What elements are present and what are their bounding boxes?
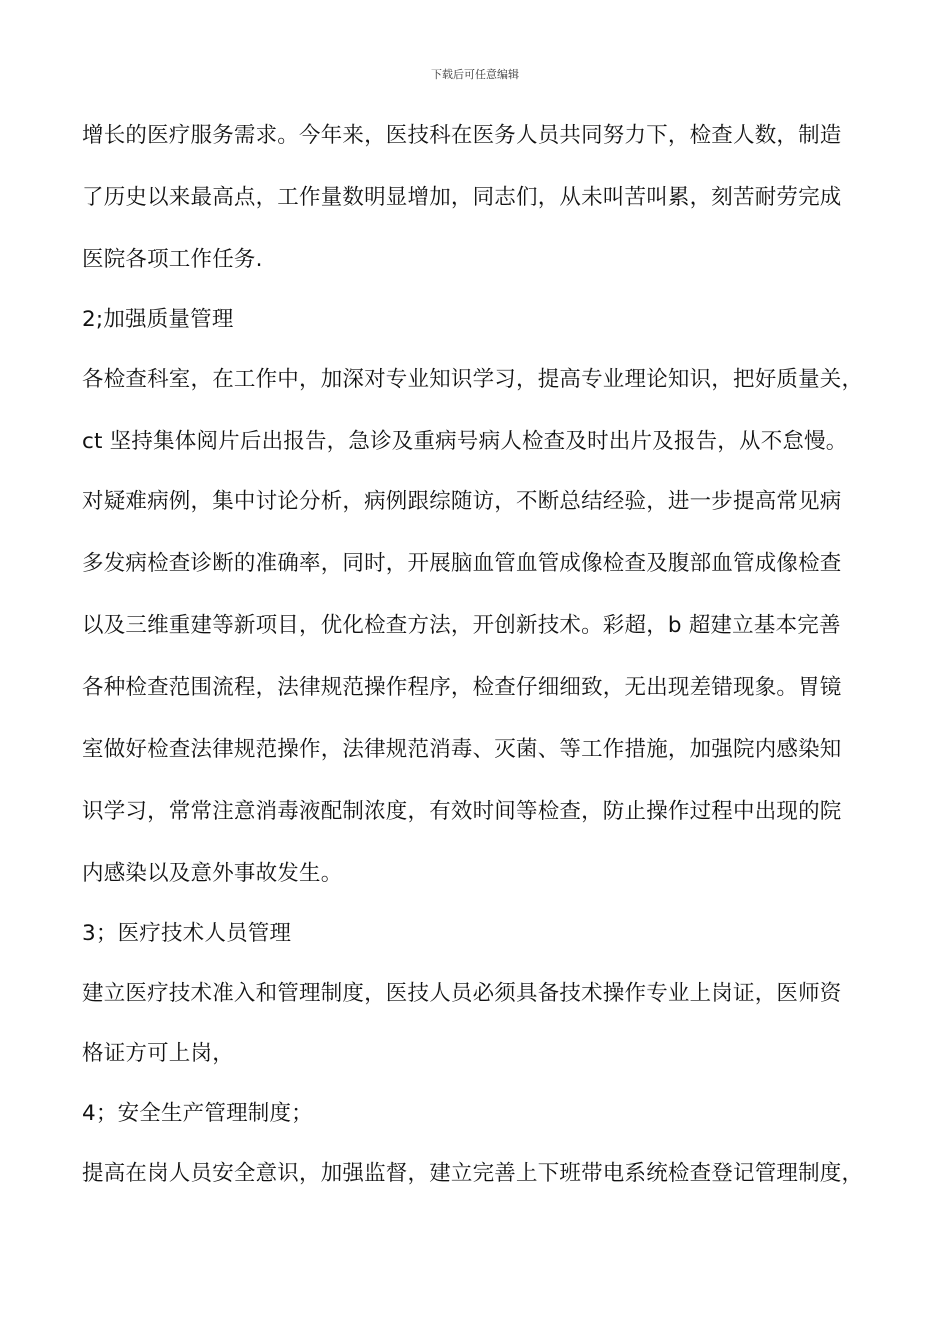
section-heading-2: 2;加强质量管理	[82, 307, 234, 332]
section-heading-3: 3；医疗技术人员管理	[82, 921, 292, 946]
body-line-1: 增长的医疗服务需求。今年来，医技科在医务人员共同努力下，检查人数，制造	[82, 123, 842, 148]
body-line-15: 建立医疗技术准入和管理制度，医技人员必须具备技术操作专业上岗证，医师资	[82, 981, 842, 1006]
body-line-5: 各检查科室，在工作中，加深对专业知识学习，提高专业理论知识，把好质量关，	[82, 367, 864, 392]
body-line-11: 室做好检查法律规范操作，法律规范消毒、灭菌、等工作措施，加强院内感染知	[82, 737, 842, 762]
body-line-2: 了历史以来最高点，工作量数明显增加，同志们，从未叫苦叫累，刻苦耐劳完成	[82, 185, 842, 210]
body-line-13: 内感染以及意外事故发生。	[82, 861, 343, 886]
header-note: 下载后可任意编辑	[431, 68, 519, 81]
body-line-10: 各种检查范围流程，法律规范操作程序，检查仔细细致，无出现差错现象。胃镜	[82, 675, 842, 700]
body-line-12: 识学习，常常注意消毒液配制浓度，有效时间等检查，防止操作过程中出现的院	[82, 799, 842, 824]
body-line-18: 提高在岗人员安全意识，加强监督，建立完善上下班带电系统检查登记管理制度，	[82, 1161, 864, 1186]
section-heading-4: 4；安全生产管理制度；	[82, 1101, 313, 1126]
body-line-9: 以及三维重建等新项目，优化检查方法，开创新技术。彩超，b 超建立基本完善	[82, 613, 841, 638]
body-line-7: 对疑难病例，集中讨论分析，病例跟综随访，不断总结经验，进一步提高常见病	[82, 489, 842, 514]
body-line-6: ct 坚持集体阅片后出报告，急诊及重病号病人检查及时出片及报告，从不怠慢。	[82, 429, 848, 454]
body-line-8: 多发病检查诊断的准确率，同时，开展脑血管血管成像检查及腹部血管成像检查	[82, 551, 842, 576]
body-line-3: 医院各项工作任务.	[82, 247, 263, 272]
body-line-16: 格证方可上岗，	[82, 1041, 234, 1066]
